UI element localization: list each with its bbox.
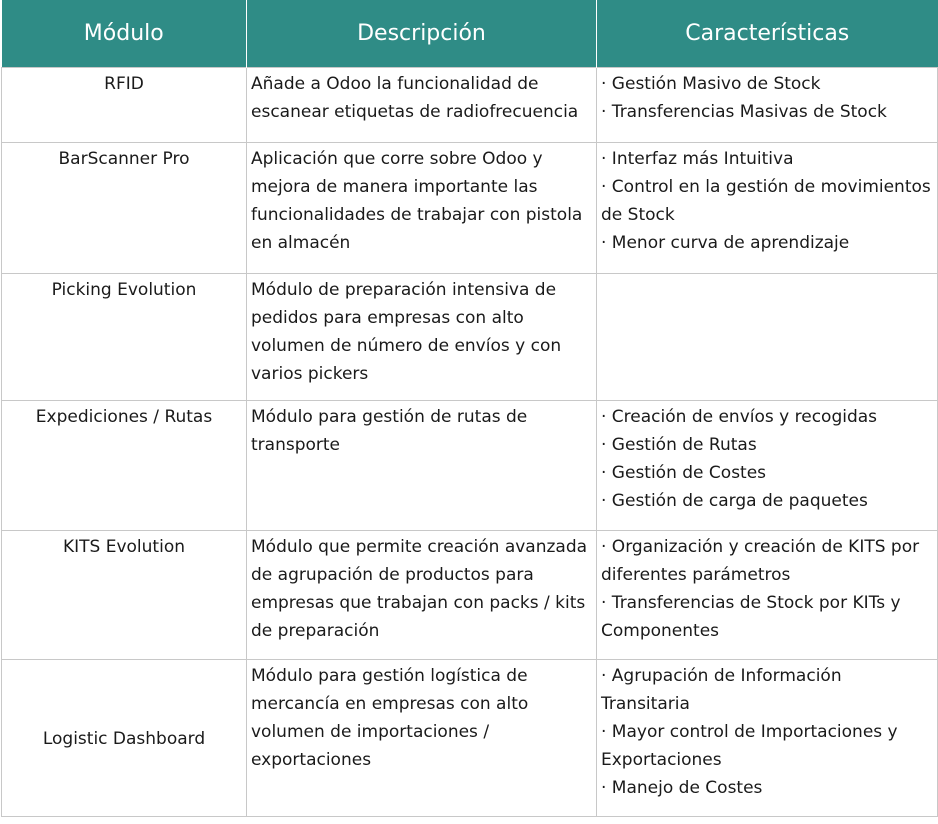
description-cell: Módulo de preparación intensiva de pedidos para empresas con alto volumen de número de envíos y con varios pickers [247, 274, 597, 401]
features-cell [597, 401, 938, 531]
module-cell: Picking Evolution [2, 274, 247, 401]
module-cell: KITS Evolution [2, 531, 247, 660]
module-cell: BarScanner Pro [2, 143, 247, 274]
module-table [1, 0, 938, 817]
description-cell: Módulo que permite creación avanzada de agrupación de productos para empresas que trabajan con packs / kits de preparación [247, 531, 597, 660]
feature-item: · Mayor control de Importaciones y Exportaciones [601, 722, 898, 770]
features-cell [597, 531, 938, 660]
feature-item: · Menor curva de aprendizaje [601, 233, 850, 253]
feature-item: · Gestión de Costes [601, 463, 767, 483]
description-cell: Aplicación que corre sobre Odoo y mejora de manera importante las funcionalidades de trabajar con pistola en almacén [247, 143, 597, 274]
description-cell: Módulo para gestión de rutas de transporte [247, 401, 597, 531]
feature-item: · Gestión de Rutas [601, 435, 757, 455]
feature-item: · Organización y creación de KITS por diferentes parámetros [601, 537, 920, 585]
features-cell [597, 660, 938, 817]
module-cell: RFID [2, 68, 247, 143]
features-cell [597, 68, 938, 143]
feature-item: · Agrupación de Información Transitaria [601, 666, 842, 714]
table-row [2, 274, 938, 401]
features-cell [597, 143, 938, 274]
feature-item: · Control en la gestión de movimientos de Stock [601, 177, 931, 225]
features-cell [597, 274, 938, 401]
table-row [2, 401, 938, 531]
table-row [2, 531, 938, 660]
feature-item: · Transferencias de Stock por KITs y Componentes [601, 593, 901, 641]
header-module: Módulo [2, 0, 247, 68]
feature-item: · Creación de envíos y recogidas [601, 407, 878, 427]
header-row [2, 0, 938, 68]
feature-item: · Manejo de Costes [601, 778, 763, 798]
module-cell: Expediciones / Rutas [2, 401, 247, 531]
feature-item: · Gestión Masivo de Stock [601, 74, 821, 94]
table-row [2, 143, 938, 274]
feature-item: · Gestión de carga de paquetes [601, 491, 868, 511]
table-row [2, 660, 938, 817]
description-cell: Módulo para gestión logística de mercancía en empresas con alto volumen de importaciones / exportaciones [247, 660, 597, 817]
feature-item: · Transferencias Masivas de Stock [601, 102, 887, 122]
header-description: Descripción [247, 0, 597, 68]
description-cell: Añade a Odoo la funcionalidad de escanear etiquetas de radiofrecuencia [247, 68, 597, 143]
header-features: Características [597, 0, 938, 68]
table-row [2, 68, 938, 143]
feature-item: · Interfaz más Intuitiva [601, 149, 794, 169]
module-cell: Logistic Dashboard [2, 660, 247, 817]
